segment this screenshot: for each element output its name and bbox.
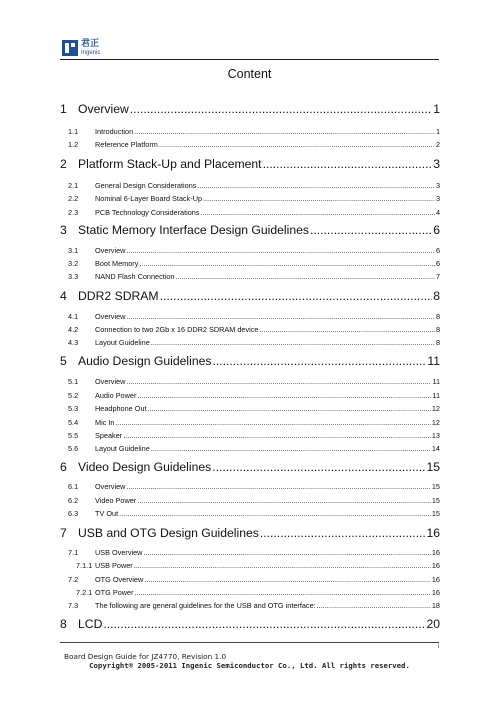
toc-entry-number: 4.2: [68, 325, 79, 334]
toc-entry-number: 7: [60, 526, 67, 540]
toc-dot-leader: [160, 289, 433, 303]
toc-entry-title: General Design Considerations: [95, 181, 197, 190]
toc-entry-number: 1.2: [68, 140, 79, 149]
toc-entry-number: 4.3: [68, 338, 79, 347]
toc-entry-page: 16: [426, 526, 440, 540]
toc-entry-title: Audio Power: [95, 391, 137, 400]
toc-entry-title: Headphone Out: [95, 404, 147, 413]
toc-entry-number: 4.1: [68, 312, 79, 321]
toc-entry-number: 5.6: [68, 444, 79, 453]
toc-entry-number: 4: [60, 289, 67, 303]
toc-dot-leader: [259, 325, 434, 334]
toc-dot-leader: [263, 157, 433, 171]
toc-entry-page: 11: [427, 354, 440, 368]
toc-entry-number: 2.1: [68, 181, 79, 190]
toc-entry-page: 15: [431, 482, 440, 491]
toc-entry-title: TV Out: [95, 509, 119, 518]
logo-english-text: Ingenic: [81, 50, 101, 56]
toc-entry-6-2[interactable]: [60, 496, 440, 506]
toc-entry-page: 14: [431, 444, 440, 453]
toc-dot-leader: [176, 272, 435, 281]
toc-entry-page: 13: [431, 431, 440, 440]
toc-entry-6[interactable]: [60, 460, 440, 476]
footer-guide-title: Board Design Guide for JZ4770, Revision 1.0: [64, 652, 227, 661]
toc-dot-leader: [134, 127, 435, 136]
toc-entry-4-1[interactable]: [60, 312, 440, 322]
toc-dot-leader: [126, 377, 431, 386]
toc-entry-title: Reference Platform: [95, 140, 158, 149]
toc-entry-page: 1: [433, 102, 440, 116]
toc-entry-title: Introduction: [95, 127, 134, 136]
toc-entry-number: 8: [60, 617, 67, 631]
toc-dot-leader: [310, 223, 432, 237]
toc-dot-leader: [115, 418, 430, 427]
toc-entry-6-1[interactable]: [60, 482, 440, 492]
toc-entry-page: 6: [435, 246, 440, 255]
toc-entry-7-1-1[interactable]: [60, 561, 440, 571]
toc-entry-title: Layout Guideline: [95, 338, 150, 347]
toc-entry-page: 6: [433, 223, 440, 237]
footer-divider: [60, 642, 439, 643]
toc-entry-title: OTG Overview: [95, 575, 144, 584]
toc-dot-leader: [151, 444, 431, 453]
toc-entry-number: 7.2: [68, 575, 79, 584]
toc-entry-3[interactable]: [60, 223, 440, 239]
toc-entry-title: Mic In: [95, 418, 115, 427]
ingenic-logo-mark-icon: [62, 40, 78, 56]
ingenic-logo: [62, 38, 100, 58]
toc-entry-page: 20: [426, 617, 440, 631]
toc-entry-page: 15: [426, 460, 440, 474]
toc-entry-page: 12: [431, 418, 440, 427]
toc-entry-title: USB and OTG Design Guidelines: [78, 526, 259, 540]
toc-entry-8[interactable]: [60, 617, 440, 633]
toc-entry-number: 3.2: [68, 259, 79, 268]
toc-entry-5-6[interactable]: [60, 444, 440, 454]
toc-dot-leader: [126, 482, 430, 491]
toc-entry-page: 15: [431, 509, 440, 518]
toc-dot-leader: [123, 431, 431, 440]
toc-entry-2[interactable]: [60, 157, 440, 173]
toc-dot-leader: [137, 496, 431, 505]
toc-entry-title: Video Power: [95, 496, 137, 505]
toc-entry-number: 7.3: [68, 601, 79, 610]
toc-entry-page: 16: [431, 575, 440, 584]
toc-entry-4[interactable]: [60, 289, 440, 305]
toc-entry-page: 12: [431, 404, 440, 413]
toc-entry-number: 5: [60, 354, 67, 368]
toc-entry-number: 6: [60, 460, 67, 474]
toc-entry-title: USB Power: [95, 561, 133, 570]
toc-entry-3-1[interactable]: [60, 246, 440, 256]
toc-entry-7-2[interactable]: [60, 575, 440, 585]
toc-entry-number: 2.3: [68, 208, 79, 217]
toc-dot-leader: [144, 575, 431, 584]
toc-entry-page: 3: [435, 181, 440, 190]
toc-entry-5[interactable]: [60, 354, 440, 370]
toc-entry-number: 5.1: [68, 377, 79, 386]
toc-entry-page: 18: [431, 601, 440, 610]
toc-entry-4-3[interactable]: [60, 338, 440, 348]
toc-entry-title: Layout Guideline: [95, 444, 150, 453]
toc-dot-leader: [126, 246, 435, 255]
toc-entry-title: The following are general guidelines for the USB and OTG interface:: [95, 601, 316, 610]
header-divider: [60, 59, 439, 60]
toc-entry-title: Overview: [95, 246, 126, 255]
toc-dot-leader: [143, 548, 430, 557]
toc-entry-page: 8: [433, 289, 440, 303]
toc-entry-page: 8: [435, 338, 440, 347]
toc-entry-title: Overview: [95, 312, 126, 321]
toc-entry-1-2[interactable]: [60, 140, 440, 150]
toc-dot-leader: [260, 526, 426, 540]
page-title: Content: [227, 67, 272, 81]
toc-entry-number: 2.2: [68, 194, 79, 203]
toc-entry-title: USB Overview: [95, 548, 143, 557]
toc-entry-2-1[interactable]: [60, 181, 440, 191]
toc-entry-page: 8: [435, 312, 440, 321]
toc-entry-page: 11: [432, 391, 440, 400]
toc-entry-number: 7.1: [68, 548, 79, 557]
toc-entry-3-3[interactable]: [60, 272, 440, 282]
toc-entry-number: 3.1: [68, 246, 79, 255]
toc-entry-5-1[interactable]: [60, 377, 440, 387]
toc-dot-leader: [130, 102, 432, 116]
toc-dot-leader: [197, 181, 435, 190]
toc-entry-page: 16: [431, 548, 440, 557]
toc-entry-title: Audio Design Guidelines: [78, 354, 212, 368]
toc-entry-number: 6.1: [68, 482, 79, 491]
toc-dot-leader: [137, 391, 431, 400]
toc-entry-number: 1.1: [68, 127, 79, 136]
toc-dot-leader: [126, 312, 435, 321]
toc-entry-number: 3: [60, 223, 67, 237]
toc-entry-6-3[interactable]: [60, 509, 440, 519]
toc-entry-page: 11: [432, 377, 440, 386]
toc-entry-page: 4: [435, 208, 440, 217]
toc-entry-title: Connection to two 2Gb x 16 DDR2 SDRAM device: [95, 325, 259, 334]
toc-entry-page: 16: [431, 561, 440, 570]
toc-dot-leader: [212, 354, 426, 368]
footer-copyright: Copyright® 2005-2011 Ingenic Semiconductor Co., Ltd. All rights reserved.: [89, 661, 410, 670]
toc-entry-title: DDR2 SDRAM: [78, 289, 159, 303]
toc-dot-leader: [148, 404, 431, 413]
toc-entry-title: Boot Memory: [95, 259, 139, 268]
toc-dot-leader: [159, 140, 435, 149]
toc-dot-leader: [317, 601, 431, 610]
toc-dot-leader: [139, 259, 435, 268]
toc-entry-number: 7.1.1: [76, 561, 93, 570]
toc-entry-title: Video Design Guidelines: [78, 460, 212, 474]
toc-entry-5-3[interactable]: [60, 404, 440, 414]
toc-entry-1[interactable]: [60, 102, 440, 118]
toc-entry-number: 2: [60, 157, 67, 171]
toc-dot-leader: [201, 208, 435, 217]
toc-entry-4-2[interactable]: [60, 325, 440, 335]
toc-entry-7-1[interactable]: [60, 548, 440, 558]
toc-entry-number: 1: [60, 102, 67, 116]
toc-entry-title: OTG Power: [95, 588, 134, 597]
toc-dot-leader: [103, 617, 425, 631]
toc-entry-5-2[interactable]: [60, 391, 440, 401]
toc-dot-leader: [151, 338, 435, 347]
toc-entry-7-2-1[interactable]: [60, 588, 440, 598]
toc-entry-number: 5.2: [68, 391, 79, 400]
toc-entry-title: Overview: [78, 102, 129, 116]
toc-entry-title: Nominal 6-Layer Board Stack-Up: [95, 194, 203, 203]
toc-entry-page: 15: [431, 496, 440, 505]
toc-entry-page: 8: [435, 325, 440, 334]
toc-entry-page: 3: [435, 194, 440, 203]
toc-entry-number: 6.3: [68, 509, 79, 518]
toc-entry-number: 5.3: [68, 404, 79, 413]
toc-entry-title: NAND Flash Connection: [95, 272, 175, 281]
logo-chinese-text: 君正: [81, 39, 100, 49]
toc-entry-7-3[interactable]: [60, 601, 440, 611]
page-number: i: [437, 644, 439, 650]
toc-entry-title: Platform Stack-Up and Placement: [78, 157, 262, 171]
toc-entry-title: LCD: [78, 617, 103, 631]
toc-entry-2-3[interactable]: [60, 208, 440, 218]
toc-entry-page: 7: [435, 272, 440, 281]
toc-entry-page: 16: [431, 588, 440, 597]
toc-entry-title: Static Memory Interface Design Guidelines: [78, 223, 309, 237]
toc-entry-7[interactable]: [60, 526, 440, 542]
toc-entry-number: 3.3: [68, 272, 79, 281]
toc-entry-title: Speaker: [95, 431, 123, 440]
toc-entry-2-2[interactable]: [60, 194, 440, 204]
toc-entry-number: 6.2: [68, 496, 79, 505]
toc-entry-1-1[interactable]: [60, 127, 440, 137]
toc-entry-3-2[interactable]: [60, 259, 440, 269]
toc-entry-page: 6: [435, 259, 440, 268]
toc-dot-leader: [134, 561, 431, 570]
toc-entry-5-4[interactable]: [60, 418, 440, 428]
toc-entry-page: 1: [435, 127, 440, 136]
toc-dot-leader: [119, 509, 431, 518]
toc-entry-page: 3: [433, 157, 440, 171]
toc-entry-page: 2: [435, 140, 440, 149]
toc-entry-number: 5.4: [68, 418, 79, 427]
toc-entry-5-5[interactable]: [60, 431, 440, 441]
toc-entry-title: Overview: [95, 377, 126, 386]
toc-entry-number: 5.5: [68, 431, 79, 440]
toc-dot-leader: [212, 460, 425, 474]
toc-entry-title: PCB Technology Considerations: [95, 208, 200, 217]
toc-dot-leader: [135, 588, 431, 597]
toc-entry-title: Overview: [95, 482, 126, 491]
toc-entry-number: 7.2.1: [76, 588, 93, 597]
toc-dot-leader: [203, 194, 435, 203]
